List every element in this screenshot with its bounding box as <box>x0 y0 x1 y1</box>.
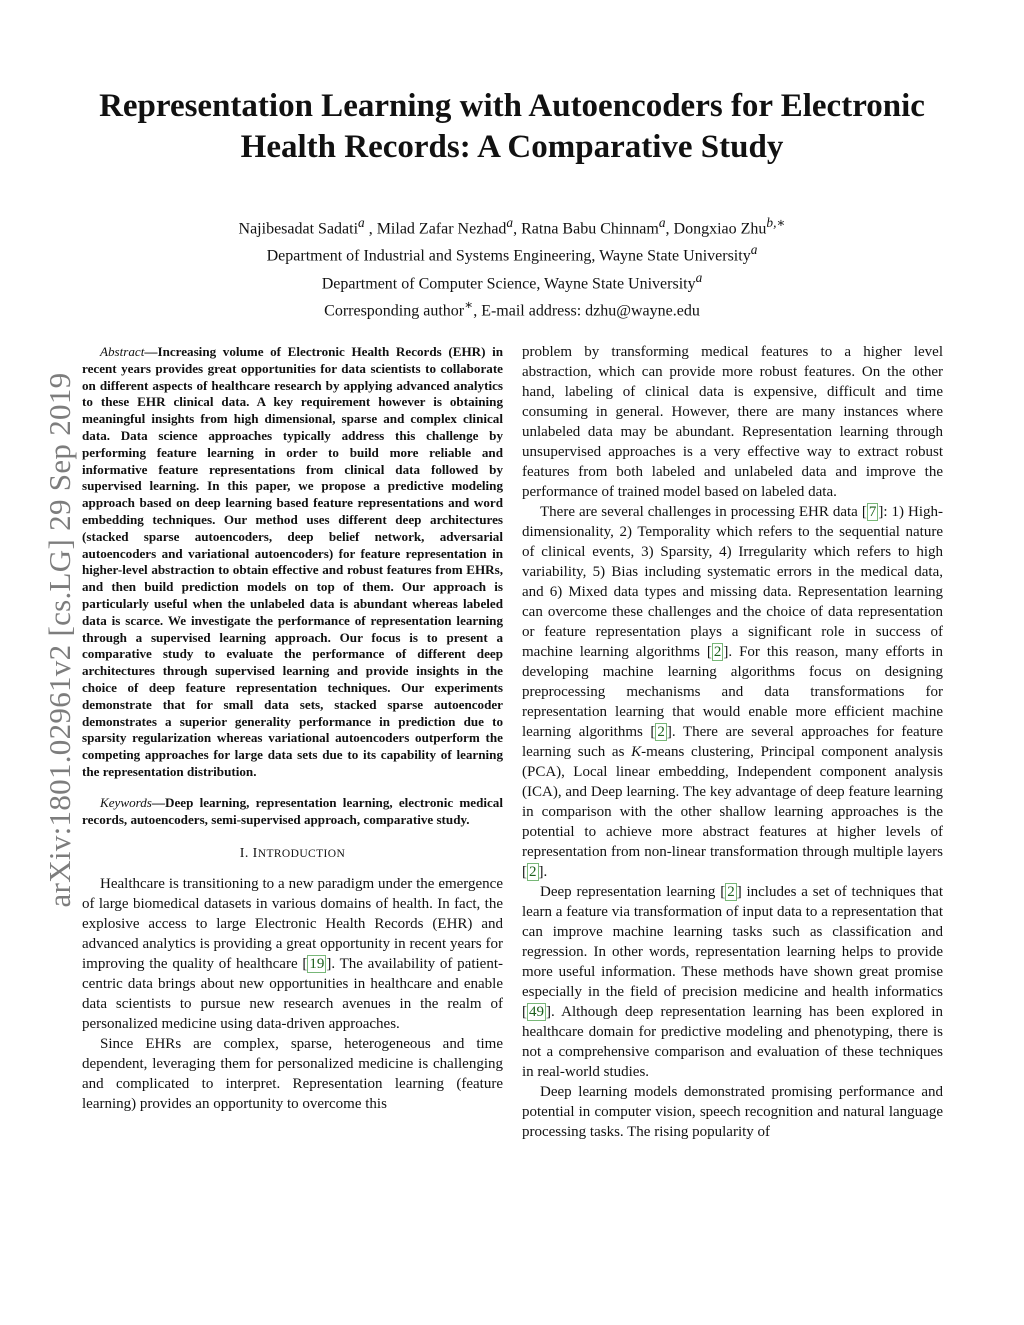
intro-paragraph-1: Healthcare is transitioning to a new paradigm under the emergence of large biomedical datasets in various domains of health. In fact, the explosive access to large Electronic Health Records (EHR) and advanced analytics is providing a great opportunity in recent years for improving the quality of healthcare [ 19 ]. The availability of patient-centric data brings about new opportunities in healthcare and enable data scientists to pursue new research avenues in the realm of personalized medicine using data-driven approaches. <box>82 876 503 1033</box>
k-variable: K <box>631 744 642 760</box>
citation-link[interactable]: 49 <box>529 1004 544 1020</box>
left-column <box>82 344 503 1114</box>
paper-title: Representation Learning with Autoencoders for Electronic Health Records: A Comparative Study <box>99 88 925 165</box>
citation-link[interactable]: 2 <box>529 864 537 880</box>
affil-2-sup: a <box>695 269 703 285</box>
corr-sup: ∗ <box>464 296 474 312</box>
intro-paragraph-2: Since EHRs are complex, sparse, heterogeneous and time dependent, leveraging them for personalized medicine is challenging and complicated to interpret. Representation learning (feature learning) provides an opportunity to overcome this <box>82 1036 503 1113</box>
keywords-text: Deep learning, representation learning, electronic medical records, autoencoders, semi-supervised approach, comparative study. <box>82 794 503 827</box>
author-list: Najibesadat Sadati$^a$ , Milad Zafar Nezhad$^a$, Ratna Babu Chinnam$^a$, Dongxiao Zhu$^{b,∗}$ <box>238 215 786 238</box>
citation-link[interactable]: 19 <box>309 956 325 973</box>
intro-body <box>82 874 503 1114</box>
section-heading-introduction: I. INTRODUCTION <box>239 846 346 862</box>
author-2: Milad Zafar Nezhad <box>376 220 507 238</box>
citation-link[interactable]: 2 <box>727 884 735 900</box>
citation-link[interactable]: 2 <box>713 644 722 660</box>
corresponding-author: Corresponding author∗, E-mail address: dzhu@wayne.edu <box>324 296 700 320</box>
arxiv-stamp-text: arXiv:1801.02961v2 [cs.LG] 29 Sep 2019 <box>42 372 77 908</box>
author-3: Ratna Babu Chinnam <box>521 220 659 238</box>
affiliation-2: Department of Computer Science, Wayne State University$^a$ <box>321 269 703 292</box>
author-2-sup: a <box>506 215 514 230</box>
citation-link[interactable]: 7 <box>868 504 877 520</box>
author-4: Dongxiao Zhu <box>673 220 767 238</box>
author-3-sup: a <box>658 215 666 230</box>
author-1-sup: a <box>358 215 365 230</box>
author-1: Najibesadat Sadati <box>238 220 359 238</box>
keywords: Keywords—Deep learning, representation learning, electronic medical records, autoencoders, semi-supervised approach, comparative study. <box>82 794 503 827</box>
right-paragraph-2: There are several challenges in processing EHR data [ 7 ]: 1) High-dimensionality, 2) Temporality which refers to the sequential nature of clinical events, 3) Sparsity, 4) Irregularity which refers to high variability, 5) Bias including systematic errors in the medical data, and 6) Mixed data types and missing data. Representation learning can overcome these challenges and the choice of data representation or feature representation plays a significant role in success of machine learning algorithms [ 2 ]. For this reason, many efforts in developing machine learning algorithms focus on designing preprocessing mechanisms and data transformations for representation learning that would enable more efficient machine learning algorithms [ 2 ]. There are several approaches for feature learning such as K-means clustering, Principal component analysis (PCA), Local linear embedding, Independent component analysis (ICA), and Deep learning. The key advantage of deep feature learning in comparison with the other shallow learning approaches is the potential to achieve more abstract features at higher levels of representation from non-linear transformation through multiple layers [ 2 ]. <box>522 504 943 880</box>
right-column <box>522 342 943 1142</box>
citation-link[interactable]: 2 <box>657 724 665 740</box>
affil-1-sup: a <box>750 242 758 258</box>
keywords-label: Keywords <box>100 794 152 810</box>
author-block <box>60 212 964 321</box>
right-paragraph-4: Deep learning models demonstrated promising performance and potential in computer vision, speech recognition and natural language processing tasks. The rising popularity of <box>522 1084 943 1140</box>
abstract: Abstract—Increasing volume of Electronic Health Records (EHR) in recent years provides great opportunities for data scientists to collaborate on different aspects of healthcare research by applying advanced analytics to these EHR clinical data. A key requirement however is obtaining meaningful insights from high dimensional, sparse and complex clinical data. Data science approaches typically address this challenge by performing feature learning in order to build more reliable and informative feature representations from clinical data followed by supervised learning. In this paper, we propose a predictive modeling approach based on deep learning based feature representations and word embedding techniques. Our method uses different deep architectures (stacked sparse autoencoders, deep belief network, adversarial autoencoders and variational autoencoders) for feature representation in higher-level abstraction to obtain effective and robust features from EHRs, and then build prediction models on top of them. Our approach is particularly useful when the unlabeled data is abundant whereas labeled data is scarce. We investigate the performance of representation learning through a supervised learning approach. Our focus is to present a comparative study to evaluate the performance of different deep architectures through supervised learning and provide insights in the choice of deep feature representation techniques. Our experiments demonstrate that for small data sets, stacked sparse autoencoder demonstrates a superior generality performance in prediction due to sparsity regularization whereas variational autoencoders outperform the competing approaches for large data sets due to its capability of learning the representation distribution. <box>82 344 503 779</box>
affiliation-1: Department of Industrial and Systems Engineering, Wayne State University$^a$ <box>266 242 758 265</box>
abstract-label: Abstract <box>100 344 145 359</box>
right-paragraph-3: Deep representation learning [ 2 ] includes a set of techniques that learn a feature via transformation of input data to a representation that can improve machine learning tasks such as classification and regression. In other words, representation learning helps to provide more useful information. These methods have shown great promise especially in the field of precision medicine and health informatics [ 49 ]. Although deep representation learning has been explored in healthcare domain for predictive modeling and phenotyping, there is not a comprehensive comparison and evaluation of these techniques in real-world studies. <box>522 884 943 1080</box>
abstract-text: Increasing volume of Electronic Health Records (EHR) in recent years provides great opportunities for data scientists to collaborate on different aspects of healthcare research by applying advanced analytics to these EHR clinical data. A key requirement however is obtaining meaningful insights from high dimensional, sparse and complex clinical data. Data science approaches typically address this challenge by performing feature learning in order to build more reliable and informative feature representations from clinical data followed by supervised learning. In this paper, we propose a predictive modeling approach based on deep learning based feature representations and word embedding techniques. Our method uses different deep architectures (stacked sparse autoencoders, deep belief network, adversarial autoencoders and variational autoencoders) for feature representation in higher-level abstraction to obtain effective and robust features from EHRs, and then build prediction models on top of them. Our approach is particularly useful when the unlabeled data is abundant whereas labeled data is scarce. We investigate the performance of representation learning through a supervised learning approach. Our focus is to present a comparative study to evaluate the performance of different deep architectures through supervised learning and provide insights in the choice of deep feature representation techniques. Our experiments demonstrate that for small data sets, stacked sparse autoencoder demonstrates a superior generality performance in prediction due to sparsity regularization whereas variational autoencoders outperform the competing approaches for large data sets due to its capability of learning the representation distribution. <box>82 344 503 779</box>
author-4-sup: b,∗ <box>766 215 786 230</box>
right-paragraph-1: problem by transforming medical features to a higher level abstraction, which can provide more robust features. On the other hand, labeling of clinical data is expensive, difficult and time consuming in general. However, there are many instances where unlabeled data may be abundant. Representation learning through unsupervised approaches is a very effective way to extract robust features from both labeled and unlabeled data and improve the performance of trained model based on labeled data. <box>522 344 943 500</box>
